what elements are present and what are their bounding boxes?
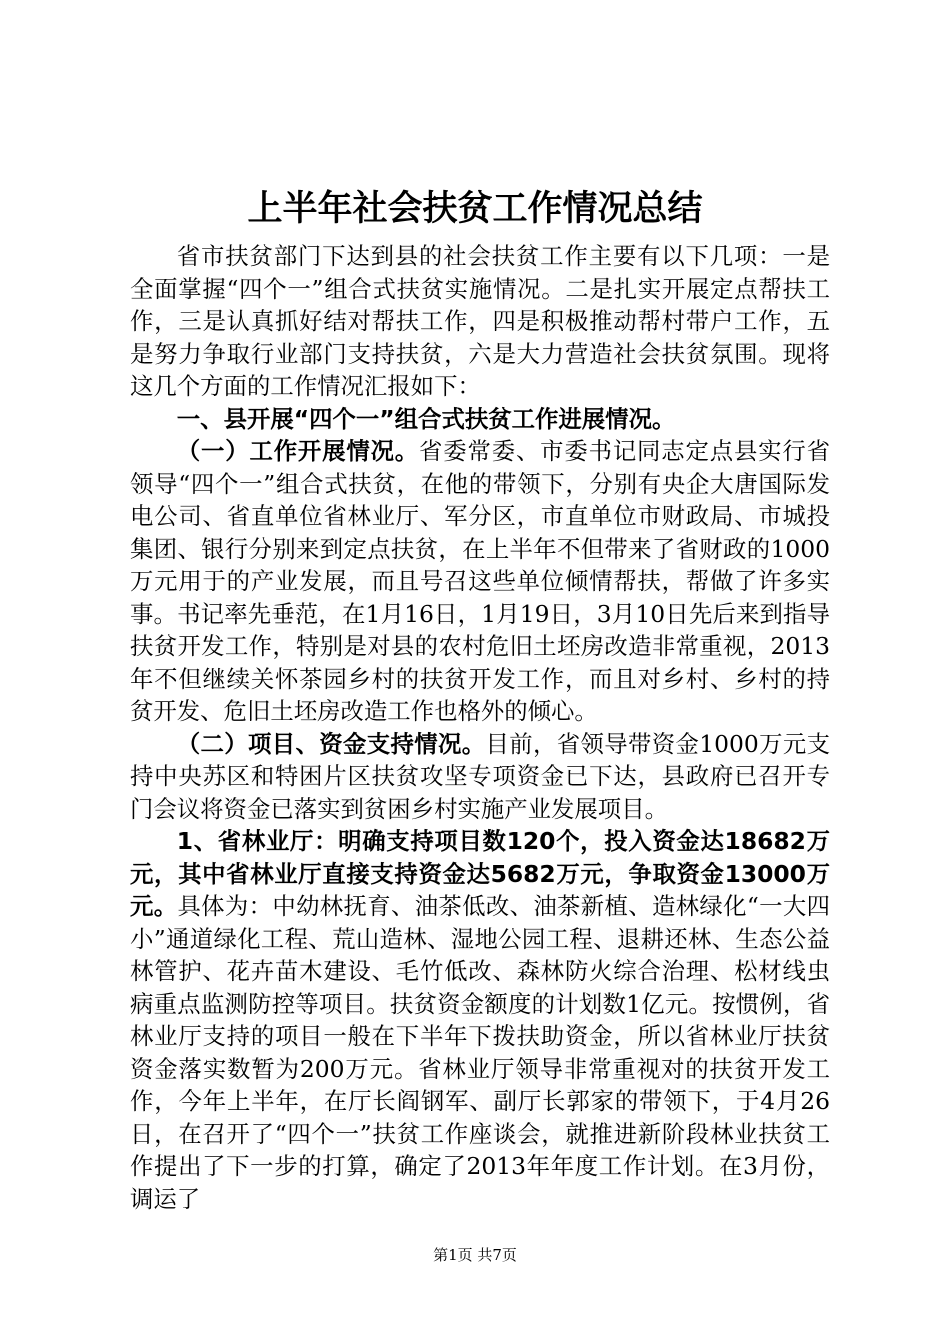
document-body	[130, 240, 830, 1215]
forestry-dept-text: 具体为：中幼林抚育、油茶低改、油茶新植、造林绿化“一大四小”通道绿化工程、荒山造林、湿地公园工程、退耕还林、生态公益林管护、花卉苗木建设、毛竹低改、森林防火综合治理、松材线虫病重点监测防控等项目。扶贫资金额度的计划数1亿元。按惯例，省林业厅支持的项目一般在下半年下拨扶助资金，所以省林业厅扶贫资金落实数暂为200万元。省林业厅领导非常重视对的扶贫开发工作，今年上半年，在厅长阎钢军、副厅长郭家的带领下，于4月26日，在召开了“四个一”扶贫工作座谈会，就推进新阶段林业扶贫工作提出了下一步的打算，确定了2013年年度工作计划。在3月份，调运了	[130, 892, 830, 1213]
forestry-dept-heading: 1、省林业厅：明确支持项目数120个，投入资金达18682万元，其中省林业厅直接支持资金达5682万元，争取资金13000万元。	[130, 827, 830, 920]
work-progress-paragraph	[130, 435, 830, 728]
intro-paragraph: 省市扶贫部门下达到县的社会扶贫工作主要有以下几项：一是全面掌握“四个一”组合式扶贫实施情况。二是扎实开展定点帮扶工作，三是认真抓好结对帮扶工作，四是积极推动帮村带户工作，五是努力争取行业部门支持扶贫，六是大力营造社会扶贫氛围。现将这几个方面的工作情况汇报如下：	[130, 242, 830, 400]
document-title: 上半年社会扶贫工作情况总结	[247, 189, 703, 229]
work-progress-heading: （一）工作开展情况。	[176, 437, 420, 465]
funding-support-heading: （二）项目、资金支持情况。	[176, 729, 486, 758]
section-heading-1: 一、县开展“四个一”组合式扶贫工作进展情况。	[176, 404, 676, 433]
work-progress-text: 省委常委、市委书记同志定点县实行省领导“四个一”组合式扶贫，在他的带领下，分别有央企大唐国际发电公司、省直单位省林业厅、军分区，市直单位市财政局、市城投集团、银行分别来到定点扶贫，在上半年不但带来了省财政的1000万元用于的产业发展，而且号召这些单位倾情帮扶，帮做了许多实事。书记率先垂范，在1月16日，1月19日，3月10日先后来到指导扶贫开发工作，特别是对县的农村危旧土坯房改造非常重视，2013年不但继续关怀茶园乡村的扶贫开发工作，而且对乡村、乡村的持贫开发、危旧土坯房改造工作也格外的倾心。	[130, 437, 831, 725]
forestry-dept-paragraph	[130, 825, 830, 1215]
funding-support-paragraph	[130, 728, 830, 826]
page-number-footer: 第1页 共7页	[433, 1246, 517, 1264]
funding-support-text: 目前，省领导带资金1000万元支持中央苏区和特困片区扶贫攻坚专项资金已下达，县政府已召开专门会议将资金已落实到贫困乡村实施产业发展项目。	[130, 729, 831, 823]
